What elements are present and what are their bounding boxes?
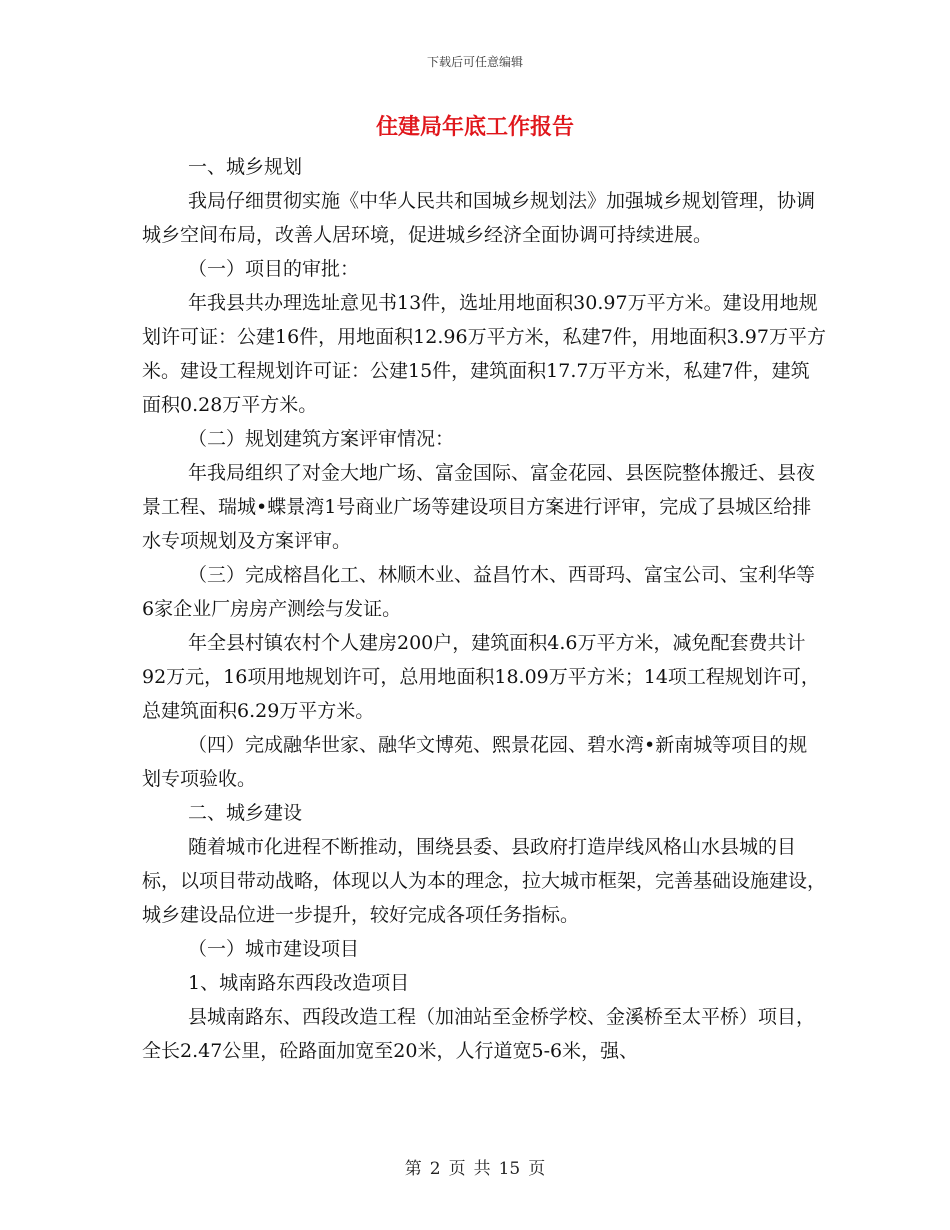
page-number: 2: [429, 1159, 441, 1179]
section-heading-urban-rural-construction: 二、城乡建设: [188, 802, 303, 824]
page-footer: [0, 1154, 950, 1179]
paragraph: （四）完成融华世家、融华文博苑、熙景花园、碧水湾•新南城等项目的规划专项验收。: [142, 734, 808, 790]
paragraph: 年我局组织了对金大地广场、富金国际、富金花园、县医院整体搬迁、县夜景工程、瑞城•蝶景湾1号商业广场等建设项目方案进行评审，完成了县城区给排水专项规划及方案评审。: [142, 462, 816, 552]
paragraph: 随着城市化进程不断推动，围绕县委、县政府打造岸线风格山水县城的目标，以项目带动战略，体现以人为本的理念，拉大城市框架，完善基础设施建设，城乡建设品位进一步提升，较好完成各项任务指标。: [142, 836, 827, 926]
paragraph: 年全县村镇农村个人建房200户，建筑面积4.6万平方米，减免配套费共计92万元，16项用地规划许可，总用地面积18.09万平方米；14项工程规划许可，总建筑面积6.29万平方米。: [142, 632, 820, 722]
document-body: [142, 150, 826, 1068]
page-label-prefix: 第: [404, 1159, 422, 1179]
paragraph: 县城南路东、西段改造工程（加油站至金桥学校、金溪桥至太平桥）项目，全长2.47公里，砼路面加宽至20米，人行道宽5-6米，强、: [142, 1006, 816, 1062]
paragraph: （三）完成榕昌化工、林顺木业、益昌竹木、西哥玛、富宝公司、宝利华等6家企业厂房房产测绘与发证。: [142, 564, 816, 620]
subsection-heading: （一）城市建设项目: [188, 938, 360, 960]
page-header: 下载后可任意编辑: [426, 55, 523, 69]
item-heading: 1、城南路东西段改造项目: [188, 972, 410, 994]
paragraph: 年我县共办理选址意见书13件，选址用地面积30.97万平方米。建设用地规划许可证：公建16件，用地面积12.96万平方米，私建7件，用地面积3.97万平方米。建设工程规划许可证：公建15件，建筑面积17.7万平方米，私建7件，建筑面积0.28万平方米。: [142, 292, 826, 416]
total-label-prefix: 共: [473, 1159, 491, 1179]
page-label-mid: 页: [448, 1159, 466, 1179]
subsection-heading: （二）规划建筑方案评审情况：: [188, 428, 455, 450]
subsection-heading: （一）项目的审批：: [188, 258, 360, 280]
document-title: 住建局年底工作报告: [375, 115, 574, 140]
paragraph: 我局仔细贯彻实施《中华人民共和国城乡规划法》加强城乡规划管理，协调城乡空间布局，改善人居环境，促进城乡经济全面协调可持续进展。: [142, 190, 816, 246]
total-label-suffix: 页: [528, 1159, 546, 1179]
total-pages: 15: [498, 1159, 521, 1179]
section-heading-urban-rural-planning: 一、城乡规划: [188, 156, 303, 178]
